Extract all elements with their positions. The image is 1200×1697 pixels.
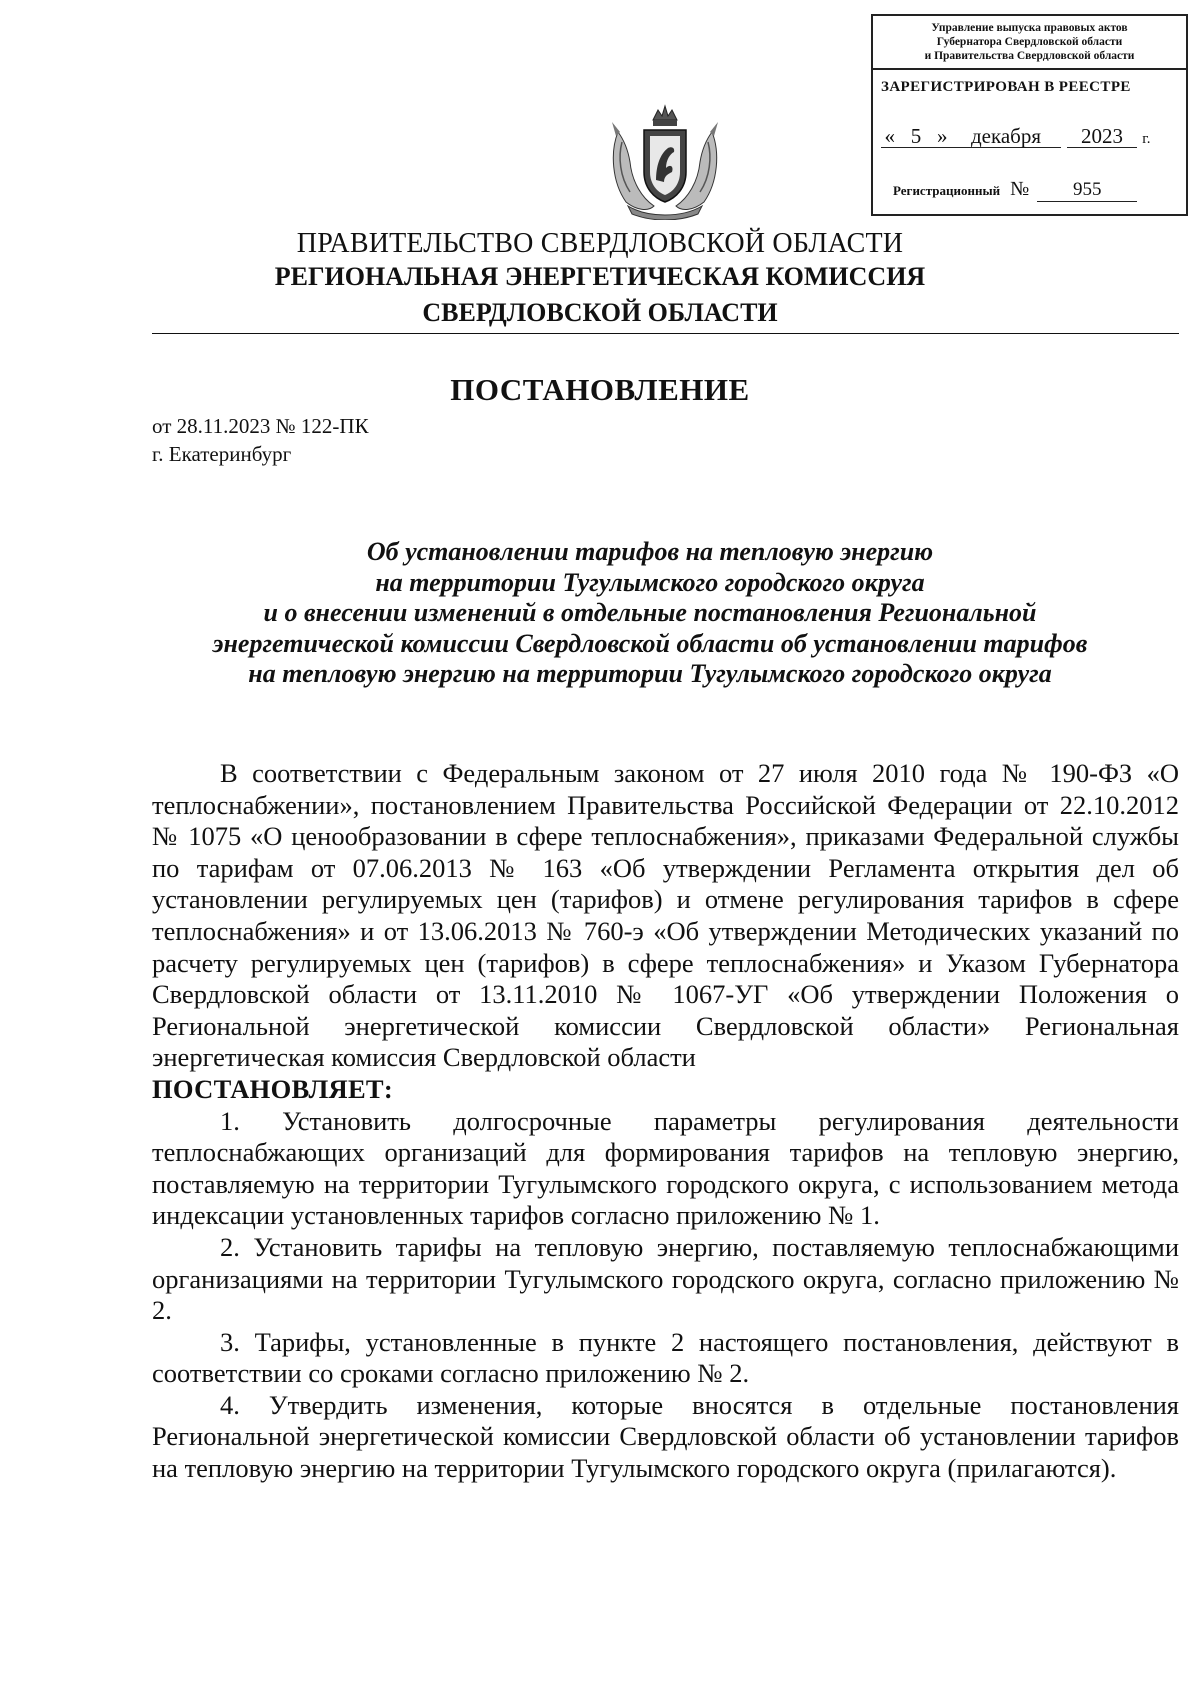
subject-line: энергетической комиссии Свердловской области об установлении тарифов: [212, 628, 1088, 658]
stamp-date: [881, 124, 1150, 149]
resolution-item-4: 4. Утвердить изменения, которые вносятся в отдельные постановления Региональной энергетической комиссии Свердловской области об установлении тарифов на тепловую энергию на территории Тугулымского городского округа (прилагаются).: [152, 1389, 1179, 1484]
stamp-year-suffix: г.: [1142, 131, 1151, 147]
stamp-registered-label: ЗАРЕГИСТРИРОВАН В РЕЕСТРЕ: [881, 79, 1131, 95]
subject-line: Об установлении тарифов на тепловую энергию: [366, 537, 934, 566]
coat-of-arms-icon: [598, 102, 732, 220]
stamp-year: 2023: [1081, 124, 1123, 148]
resolves-heading: ПОСТАНОВЛЯЕТ:: [152, 1073, 394, 1104]
stamp-reg-number-row: [893, 178, 1137, 202]
stamp-reg-number: 955: [1037, 179, 1137, 202]
resolution-item-3: 3. Тарифы, установленные в пункте 2 настоящего постановления, действуют в соответствии со сроками согласно приложению № 2.: [152, 1326, 1179, 1389]
commission-name-line1: РЕГИОНАЛЬНАЯ ЭНЕРГЕТИЧЕСКАЯ КОМИССИЯ: [274, 262, 926, 291]
stamp-header-line: Губернатора Свердловской области: [936, 36, 1123, 48]
stamp-header-line: и Правительства Свердловской области: [924, 50, 1135, 62]
subject-line: и о внесении изменений в отдельные постановления Региональной: [263, 598, 1037, 627]
header-divider: [152, 333, 1179, 334]
subject-line: на территории Тугулымского городского округа: [375, 567, 925, 597]
commission-name-line2: СВЕРДЛОВСКОЙ ОБЛАСТИ: [422, 298, 778, 327]
registration-stamp: [871, 14, 1188, 216]
resolution-item-2: 2. Установить тарифы на тепловую энергию, поставляемую теплоснабжающими организациями на территории Тугулымского городского округа, согласно приложению № 2.: [152, 1231, 1179, 1326]
document-date-number: от 28.11.2023 № 122-ПК: [152, 414, 369, 438]
stamp-month: декабря: [970, 124, 1042, 148]
stamp-header-line: Управление выпуска правовых актов: [931, 22, 1128, 34]
document-type-title: ПОСТАНОВЛЕНИЕ: [450, 372, 750, 407]
government-name: ПРАВИТЕЛЬСТВО СВЕРДЛОВСКОЙ ОБЛАСТИ: [296, 228, 904, 259]
number-sign: №: [1010, 178, 1030, 200]
stamp-quote-open: «: [884, 124, 895, 148]
document-body: [152, 758, 1179, 1485]
document-city: г. Екатеринбург: [152, 442, 292, 466]
stamp-reg-label: Регистрационный: [893, 183, 1001, 198]
preamble-paragraph: В соответствии с Федеральным законом от 27 июля 2010 года № 190-ФЗ «О теплоснабжении», постановлением Правительства Российской Федерации от 22.10.2012 № 1075 «О ценообразовании в сфере теплоснабжения», приказами Федеральной службы по тарифам от 07.06.2013 № 163 «Об утверждении Регламента открытия дел об установлении регулируемых цен (тарифов) и отмене регулирования тарифов в сфере теплоснабжения» и от 13.06.2013 № 760-э «Об утверждении Методических указаний по расчету регулируемых цен (тарифов) в сфере теплоснабжения» и Указом Губернатора Свердловской области от 13.11.2010 № 1067-УГ «Об утверждении Положения о Региональной энергетической комиссии Свердловской области» Региональная энергетическая комиссия Свердловской области: [152, 758, 1179, 1073]
document-subject: [120, 537, 1180, 690]
stamp-header: [873, 16, 1186, 70]
subject-line: на тепловую энергию на территории Тугулымского городского округа: [248, 659, 1052, 688]
resolution-item-1: 1. Установить долгосрочные параметры регулирования деятельности теплоснабжающих организаций для формирования тарифов на тепловую энергию, поставляемую на территории Тугулымского городского округа, с использованием метода индексации установленных тарифов согласно приложению № 1.: [152, 1105, 1179, 1231]
stamp-quote-close: »: [937, 124, 948, 148]
stamp-day: 5: [910, 124, 922, 148]
